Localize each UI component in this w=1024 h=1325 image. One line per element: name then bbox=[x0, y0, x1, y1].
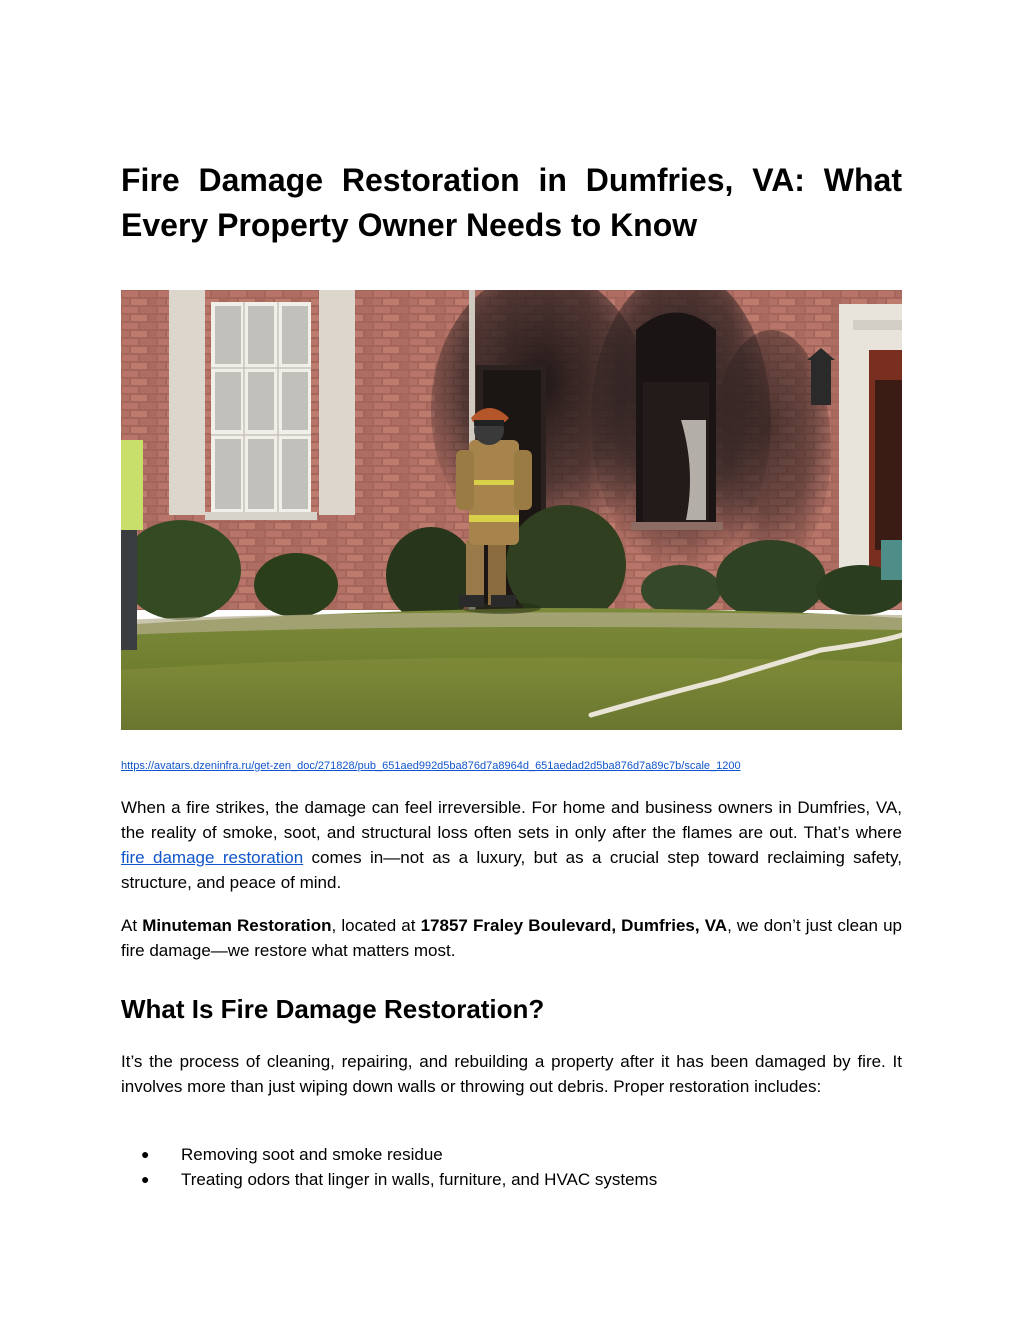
list-item bbox=[121, 1142, 902, 1167]
fire-damage-restoration-link[interactable]: fire damage restoration bbox=[121, 848, 304, 867]
list-item-text: Treating odors that linger in walls, furniture, and HVAC systems bbox=[181, 1170, 658, 1189]
page-title: Fire Damage Restoration in Dumfries, VA: What Every Property Owner Needs to Know bbox=[121, 162, 902, 243]
company-suffix: , we don’t just clean up fire damage—we restore what matters most. bbox=[121, 916, 902, 960]
intro-text-2: comes in—not as a luxury, but as a crucial step toward reclaiming safety, structure, and peace of mind. bbox=[121, 848, 902, 892]
section-heading: What Is Fire Damage Restoration? bbox=[121, 994, 545, 1024]
bullet-icon: ● bbox=[141, 1146, 150, 1162]
bullet-icon: ● bbox=[141, 1171, 150, 1187]
section-body: It’s the process of cleaning, repairing, and rebuilding a property after it has been damaged by fire. It involves more than just wiping down walls or throwing out debris. Proper restoration includes: bbox=[121, 1052, 902, 1096]
company-address: 17857 Fraley Boulevard, Dumfries, VA bbox=[420, 916, 728, 935]
hero-image bbox=[121, 290, 902, 730]
intro-text-1: When a fire strikes, the damage can feel irreversible. For home and business owners in Dumfries, VA, the reality of smoke, soot, and structural loss often sets in only after the flames are out. That’s where bbox=[121, 798, 902, 842]
list-item bbox=[121, 1167, 902, 1192]
list-item-text: Removing soot and smoke residue bbox=[181, 1145, 443, 1164]
company-name: Minuteman Restoration bbox=[142, 916, 332, 935]
intro-paragraph bbox=[121, 795, 902, 895]
image-source-link[interactable]: https://avatars.dzeninfra.ru/get-zen_doc/271828/pub_651aed992d5ba876d7a8964d_651aedad2d5ba876d7a89c7b/scale_1200 bbox=[121, 760, 741, 772]
company-prefix: At bbox=[121, 916, 143, 935]
bullet-list bbox=[121, 1142, 902, 1192]
company-middle: , located at bbox=[331, 916, 421, 935]
company-paragraph bbox=[121, 913, 902, 963]
